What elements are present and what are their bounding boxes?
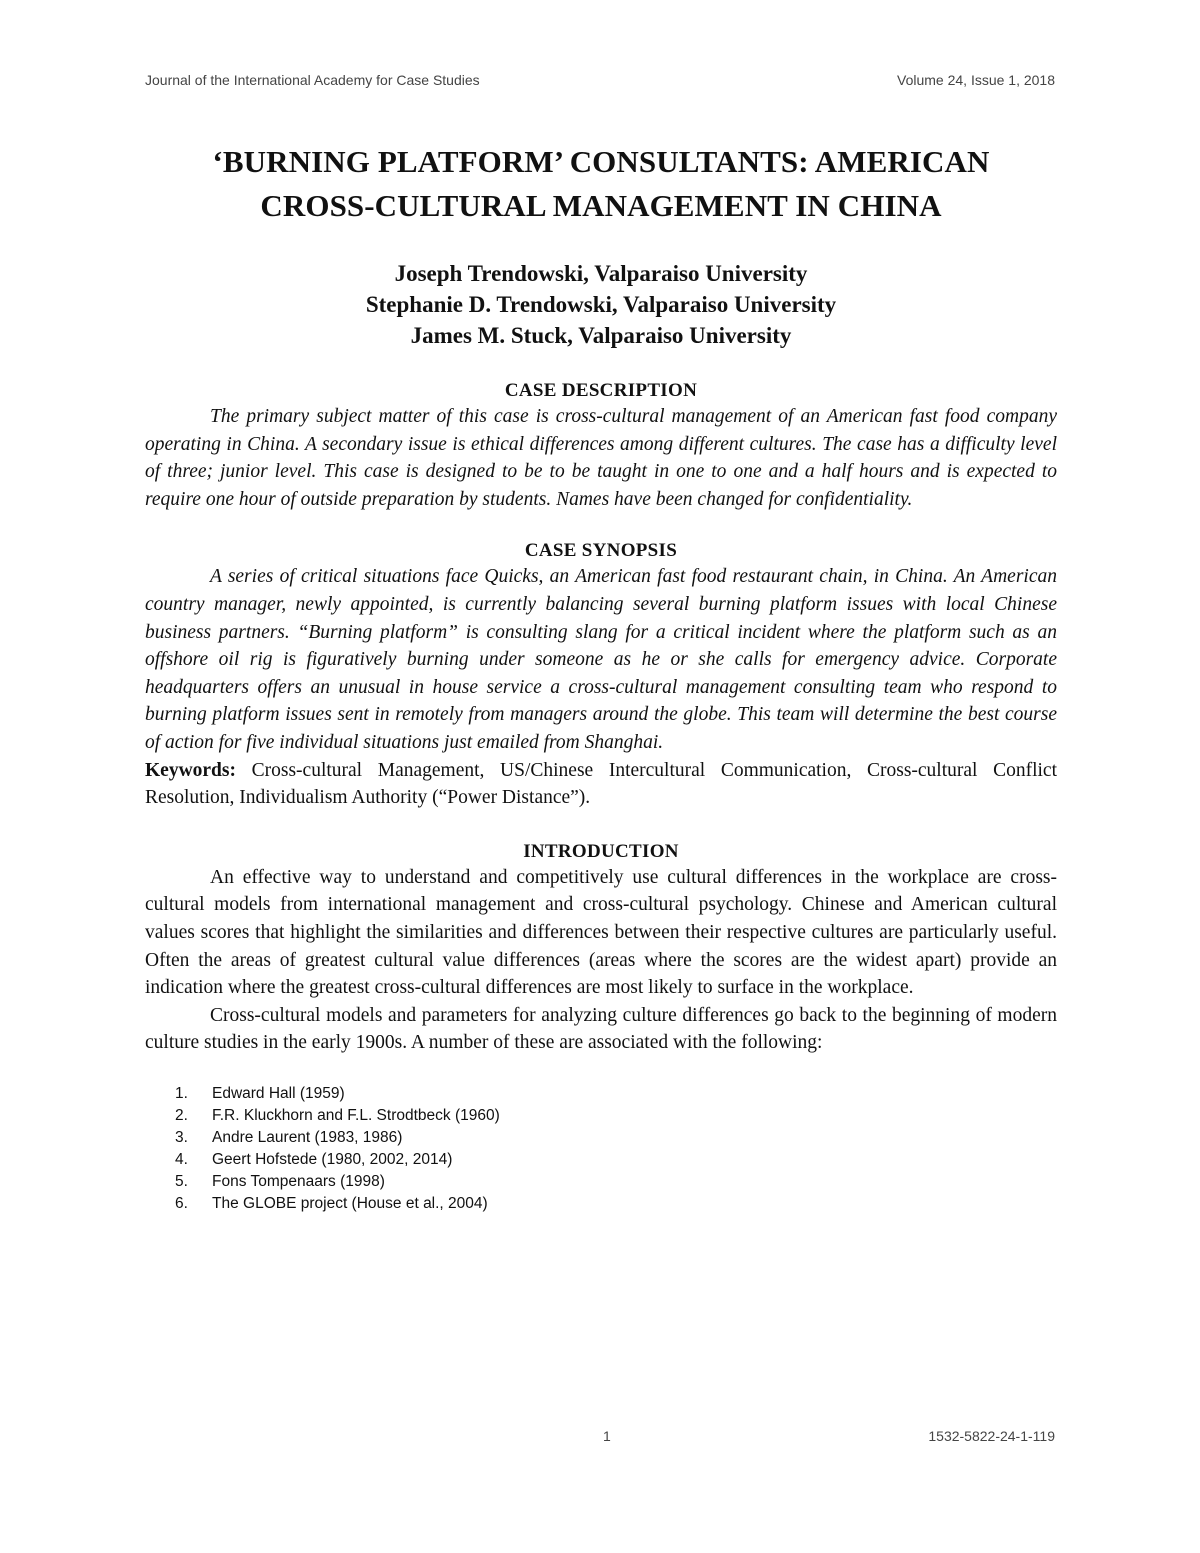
case-description-heading: CASE DESCRIPTION (504, 380, 698, 401)
list-item-text: Fons Tompenaars (1998) (212, 1172, 385, 1190)
author-1: Joseph Trendowski, Valparaiso University (394, 261, 808, 286)
list-item-text: Edward Hall (1959) (212, 1084, 345, 1102)
list-item (145, 1127, 1057, 1149)
list-item-text: The GLOBE project (House et al., 2004) (212, 1194, 488, 1212)
introduction-paragraph-2: Cross-cultural models and parameters for analyzing culture differences go back to the beginning of modern culture studies in the early 1900s. A number of these are associated with the following: (145, 1004, 1057, 1054)
introduction-heading: INTRODUCTION (523, 840, 679, 862)
list-item-number: 3. (175, 1128, 188, 1146)
list-item-number: 1. (175, 1084, 188, 1102)
article-code: 1532-5822-24-1-119 (928, 1428, 1055, 1444)
list-item (145, 1149, 1057, 1171)
case-description-text: The primary subject matter of this case is cross-cultural management of an American fast food company operating in China. A secondary issue is ethical differences among different cultures. The case has a difficulty level of three; junior level. This case is designed to be to be taught in one to one and a half hours and is expected to require one hour of outside preparation by students. Names have been changed for confidentiality. (145, 406, 1057, 510)
introduction-paragraph-1: An effective way to understand and competitively use cultural differences in the workplace are cross-cultural models from international management and cross-cultural psychology. Chinese and American cultural values scores that highlight the similarities and differences between their respective cultures are particularly useful. Often the areas of greatest cultural value differences (areas where the scores are the widest apart) provide an indication where the greatest cross-cultural differences are most likely to surface in the workplace. (145, 866, 1057, 999)
author-2: Stephanie D. Trendowski, Valparaiso University (365, 292, 837, 317)
case-synopsis-heading: CASE SYNOPSIS (524, 540, 678, 562)
author-3: James M. Stuck, Valparaiso University (410, 323, 792, 348)
running-header (145, 72, 1055, 88)
list-item-text: F.R. Kluckhorn and F.L. Strodtbeck (1960) (212, 1106, 500, 1124)
volume-issue: Volume 24, Issue 1, 2018 (897, 72, 1055, 88)
models-list (145, 1083, 1057, 1215)
keywords-text: Cross-cultural Management, US/Chinese Intercultural Communication, Cross-cultural Conflict Resolution, Individualism Authority (“Power Distance”). (145, 759, 1057, 809)
list-item (145, 1193, 1057, 1215)
keywords-label: Keywords: (145, 759, 236, 781)
list-item-text: Andre Laurent (1983, 1986) (212, 1128, 403, 1146)
list-item (145, 1083, 1057, 1105)
list-item-number: 4. (175, 1150, 188, 1168)
title-line-2: CROSS-CULTURAL MANAGEMENT IN CHINA (260, 188, 942, 223)
paper-title (145, 140, 1057, 228)
list-item-text: Geert Hofstede (1980, 2002, 2014) (212, 1150, 453, 1168)
list-item (145, 1105, 1057, 1127)
list-item-number: 2. (175, 1106, 188, 1124)
keywords-paragraph (145, 757, 1057, 812)
journal-name: Journal of the International Academy for Case Studies (145, 72, 480, 88)
page-content (145, 140, 1057, 1215)
page-number: 1 (603, 1428, 611, 1444)
title-line-1: ‘BURNING PLATFORM’ CONSULTANTS: AMERICAN (212, 144, 990, 179)
list-item-number: 6. (175, 1194, 188, 1212)
list-item-number: 5. (175, 1172, 188, 1190)
author-list (145, 258, 1057, 351)
list-item (145, 1171, 1057, 1193)
case-synopsis-text: A series of critical situations face Quicks, an American fast food restaurant chain, in China. An American country manager, newly appointed, is currently balancing several burning platform issues with local Chinese business partners. “Burning platform” is consulting slang for a critical incident where the platform such as an offshore oil rig is figuratively burning under someone as he or she calls for emergency advice. Corporate headquarters offers an unusual in house service a cross-cultural management consulting team who respond to burning platform issues sent in remotely from managers around the globe. This team will determine the best course of action for five individual situations just emailed from Shanghai. (145, 566, 1057, 753)
